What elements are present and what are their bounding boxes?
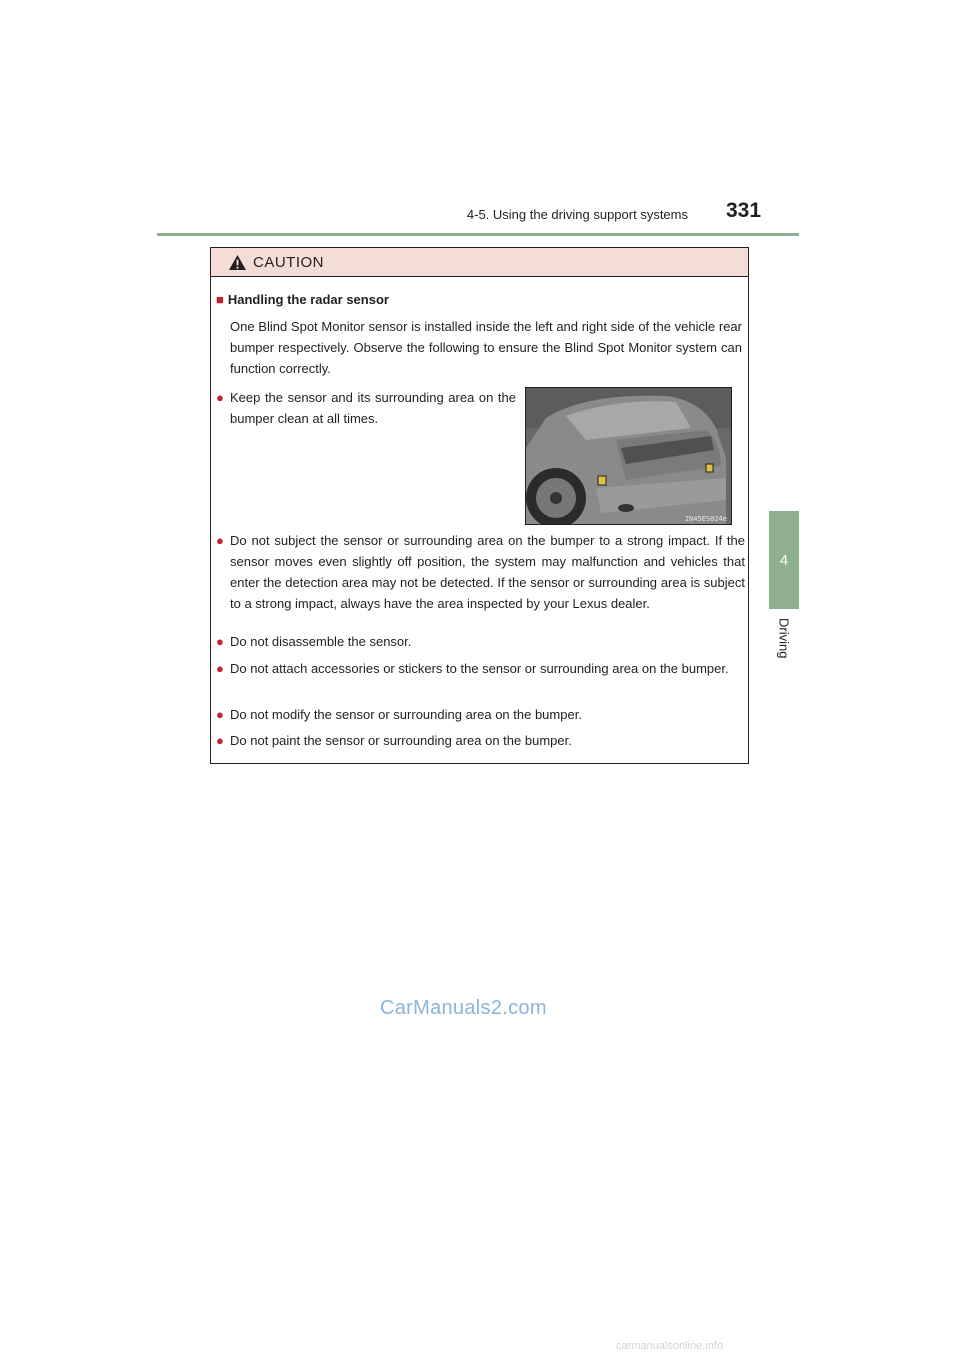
header-rule [157, 233, 799, 236]
bullet-text: Keep the sensor and its surrounding area on the bumper clean at all times. [230, 390, 516, 426]
bullet-dot-icon: ● [216, 707, 224, 722]
bullet-text: Do not subject the sensor or surrounding area on the bumper to a strong impact. If the sensor moves even slightly off position, the system may malfunction and vehicles that enter the detection area may not be detected. If the sensor or surrounding area is subject to a strong impact, always have the area inspected by your Lexus dealer. [230, 533, 745, 611]
bullet-item [216, 658, 745, 679]
footer-watermark: carmanualsonline.info [616, 1340, 724, 1352]
section-heading-text: Handling the radar sensor [227, 292, 389, 307]
chapter-number: 4 [779, 551, 789, 569]
bullet-dot-icon: ● [216, 390, 224, 405]
bullet-dot-icon: ● [216, 634, 224, 649]
bullet-text: Do not attach accessories or stickers to the sensor or surrounding area on the bumper. [230, 661, 729, 676]
bullet-text: Do not disassemble the sensor. [230, 634, 412, 649]
car-rear-bumper-image [525, 387, 732, 525]
page-number: 331 [726, 199, 762, 222]
bullet-item [216, 387, 516, 429]
chapter-tab[interactable] [769, 511, 799, 609]
bullet-item [216, 530, 745, 614]
image-code: IN45ES024e [684, 515, 727, 523]
section-header-title: 4-5. Using the driving support systems [466, 207, 688, 222]
bullet-item [216, 631, 745, 652]
watermark-link[interactable]: CarManuals2.com [380, 997, 547, 1019]
caution-header [211, 248, 748, 277]
car-rear-illustration [526, 388, 731, 524]
bullet-item [216, 704, 745, 725]
bullet-dot-icon: ● [216, 533, 224, 548]
bullet-dot-icon: ● [216, 733, 224, 748]
caution-label: CAUTION [253, 253, 324, 271]
bullet-text: Do not paint the sensor or surrounding area on the bumper. [230, 733, 572, 748]
warning-triangle-icon [228, 254, 247, 271]
chapter-label: Driving [776, 618, 792, 659]
heading-square-icon: ■ [216, 292, 224, 307]
bullet-item [216, 730, 745, 751]
intro-paragraph: One Blind Spot Monitor sensor is installed inside the left and right side of the vehicle rear bumper respectively. Observe the following to ensure the Blind Spot Monitor system can function correctly. [230, 319, 742, 376]
caution-box [210, 247, 749, 764]
section-heading [216, 292, 389, 307]
bullet-dot-icon: ● [216, 661, 224, 676]
bullet-text: Do not modify the sensor or surrounding area on the bumper. [230, 707, 582, 722]
